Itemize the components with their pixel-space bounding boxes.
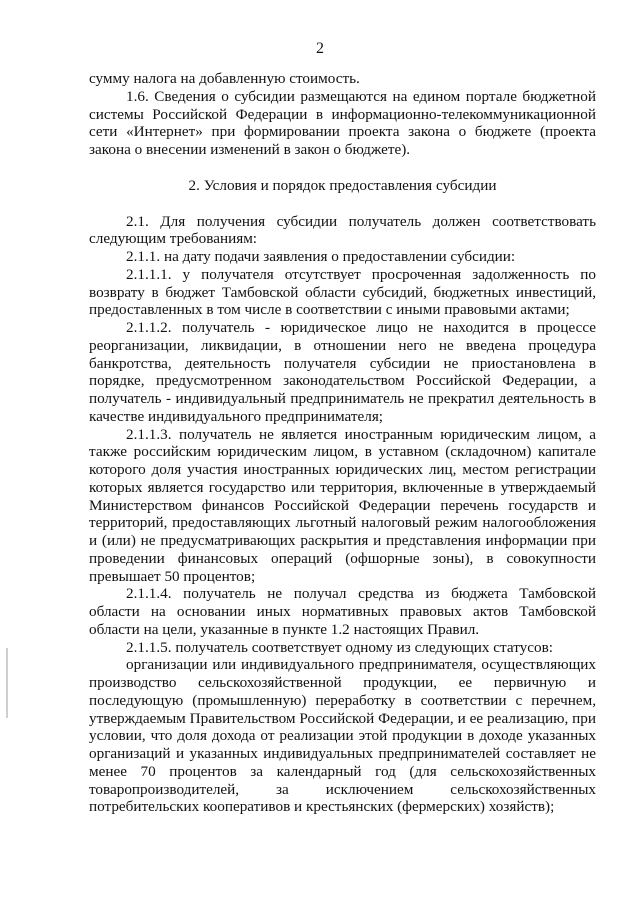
section-heading: 2. Условия и порядок предоставления субсидии <box>188 176 497 194</box>
paragraph-2-1-1-5: 2.1.1.5. получатель соответствует одному из следующих статусов: <box>126 638 553 656</box>
paragraph-2-1-1-1: 2.1.1.1. у получателя отсутствует просроченная задолженность по возврату в бюджет Тамбовской области субсидий, бюджетных инвестиций, предоставленных в том числе в соответствии с иными правовыми актами; <box>89 265 596 319</box>
paragraph-2-1-1-3: 2.1.1.3. получатель не является иностранным юридическим лицом, а также российским юридическим лицом, в уставном (складочном) капитале которого доля участия иностранных юридических лиц, местом регистрации которых является государство или территория, включенные в утверждаемый Министерством финансов Российской Федерации перечень государств и территорий, предоставляющих льготный налоговый режим налогообложения и (или) не предусматривающих раскрытия и представления информации при проведении финансовых операций (офшорные зоны), в совокупности превышает 50 процентов; <box>89 425 596 585</box>
spacer <box>89 195 596 213</box>
paragraph-1-6: 1.6. Сведения о субсидии размещаются на едином портале бюджетной системы Российской Федерации в информационно-телекоммуникационной сети «Интернет» при формировании проекта закона о бюджете (проекта закона о внесении изменений в закон о бюджете). <box>89 87 596 158</box>
paragraph-2-1-1-2: 2.1.1.2. получатель - юридическое лицо не находится в процессе реорганизации, ликвидации, в отношении него не введена процедура банкротства, деятельность получателя субсидии не приостановлена в порядке, предусмотренном законодательством Российской Федерации, а получатель - индивидуальный предприниматель не прекратил деятельность в качестве индивидуального предпринимателя; <box>89 319 596 425</box>
spacer <box>89 159 596 177</box>
paragraph-2-1-1: 2.1.1. на дату подачи заявления о предоставлении субсидии: <box>126 248 516 265</box>
page-number: 2 <box>316 40 324 57</box>
paragraph-continuation: сумму налога на добавленную стоимость. <box>89 70 360 87</box>
scan-margin-mark <box>6 648 8 718</box>
paragraph-2-1-1-4: 2.1.1.4. получатель не получал средства из бюджета Тамбовской области на основании иных нормативных правовых актов Тамбовской области на цели, указанные в пункте 1.2 настоящих Правил. <box>89 585 596 638</box>
paragraph-status-1: организации или индивидуального предпринимателя, осуществляющих производство сельскохозяйственной продукции, ее первичную и последующую (промышленную) переработку в соответствии с перечнем, утверждаемым Правительством Российской Федерации, и ее реализацию, при условии, что доля дохода от реализации этой продукции в доходе указанных организаций и указанных индивидуальных предпринимателей составляет не менее 70 процентов за календарный год (для сельскохозяйственных товаропроизводителей, за исключением сельскохозяйственных потребительских кооперативов и крестьянских (фермерских) хозяйств); <box>89 656 596 816</box>
paragraph-2-1: 2.1. Для получения субсидии получатель должен соответствовать следующим требованиям: <box>89 212 596 248</box>
document-body <box>89 70 596 816</box>
